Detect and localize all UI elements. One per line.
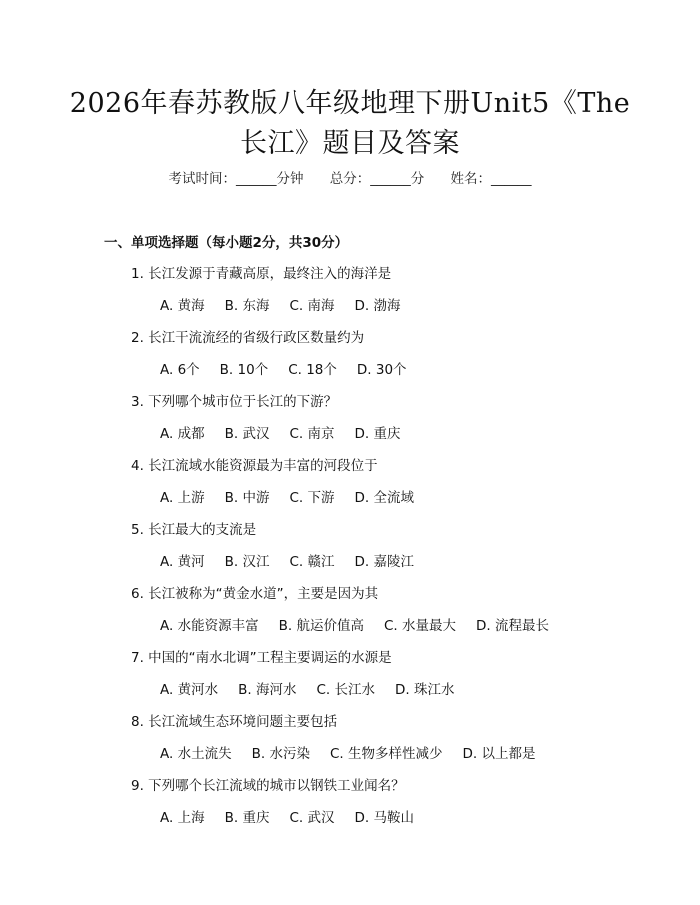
option-b: B. 武汉 <box>224 426 270 442</box>
title-line-2: 长江》题目及答案 <box>240 128 460 159</box>
question-1: 1. 长江发源于青藏高原，最终注入的海洋是 <box>131 266 392 282</box>
page-title <box>60 84 640 164</box>
option-a: A. 上游 <box>160 490 205 506</box>
question-9-options <box>160 806 434 826</box>
option-d: D. 流程最长 <box>475 618 549 634</box>
option-d: D. 全流域 <box>354 490 414 506</box>
option-c: C. 下游 <box>289 490 335 506</box>
option-d: D. 马鞍山 <box>354 810 414 826</box>
question-8: 8. 长江流域生态环境问题主要包括 <box>131 714 338 730</box>
option-a: A. 6个 <box>160 362 200 378</box>
option-b: B. 中游 <box>224 490 270 506</box>
question-3-options <box>160 422 420 442</box>
question-8-options <box>160 742 555 762</box>
question-7-options <box>160 678 474 698</box>
title-line-1: 2026年春苏教版八年级地理下册Unit5《The <box>69 88 631 119</box>
option-a: A. 水土流失 <box>160 746 232 762</box>
question-2: 2. 长江干流流经的省级行政区数量约为 <box>131 330 365 346</box>
option-c: C. 生物多样性减少 <box>329 746 443 762</box>
question-5: 5. 长江最大的支流是 <box>131 522 257 538</box>
option-a: A. 水能资源丰富 <box>160 618 259 634</box>
option-c: C. 赣江 <box>289 554 335 570</box>
option-d: D. 渤海 <box>354 298 401 314</box>
question-9: 9. 下列哪个长江流域的城市以钢铁工业闻名？ <box>131 778 405 794</box>
question-2-options <box>160 358 427 378</box>
option-c: C. 长江水 <box>316 682 375 698</box>
exam-time: 考试时间：______分钟 <box>168 171 304 187</box>
option-a: A. 上海 <box>160 810 205 826</box>
option-d: D. 珠江水 <box>394 682 455 698</box>
question-4: 4. 长江流域水能资源最为丰富的河段位于 <box>131 458 378 474</box>
option-c: C. 南京 <box>289 426 335 442</box>
question-4-options <box>160 486 434 506</box>
question-5-options <box>160 550 434 570</box>
question-6-options <box>160 614 569 634</box>
question-3: 3. 下列哪个城市位于长江的下游？ <box>131 394 338 410</box>
option-c: C. 南海 <box>289 298 335 314</box>
option-a: A. 黄河 <box>160 554 205 570</box>
option-a: A. 黄河水 <box>160 682 219 698</box>
option-b: B. 汉江 <box>224 554 270 570</box>
option-a: A. 成都 <box>160 426 205 442</box>
question-6: 6. 长江被称为“黄金水道”，主要是因为其 <box>131 586 379 602</box>
option-b: B. 水污染 <box>251 746 310 762</box>
option-c: C. 18个 <box>288 362 337 378</box>
option-b: B. 航运价值高 <box>278 618 364 634</box>
option-d: D. 30个 <box>356 362 407 378</box>
option-d: D. 以上都是 <box>462 746 536 762</box>
option-c: C. 武汉 <box>289 810 335 826</box>
option-a: A. 黄海 <box>160 298 205 314</box>
total-score: 总分：______分 <box>329 171 425 187</box>
option-b: B. 海河水 <box>238 682 297 698</box>
option-d: D. 重庆 <box>354 426 401 442</box>
student-name: 姓名：______ <box>450 171 532 187</box>
question-7: 7. 中国的“南水北调”工程主要调运的水源是 <box>131 650 392 666</box>
option-d: D. 嘉陵江 <box>354 554 414 570</box>
option-b: B. 东海 <box>224 298 270 314</box>
option-b: B. 重庆 <box>224 810 270 826</box>
option-b: B. 10个 <box>219 362 269 378</box>
option-c: C. 水量最大 <box>383 618 456 634</box>
question-1-options <box>160 294 420 314</box>
section-heading: 一、单项选择题（每小题2分，共30分） <box>104 235 349 251</box>
exam-info <box>0 167 700 187</box>
